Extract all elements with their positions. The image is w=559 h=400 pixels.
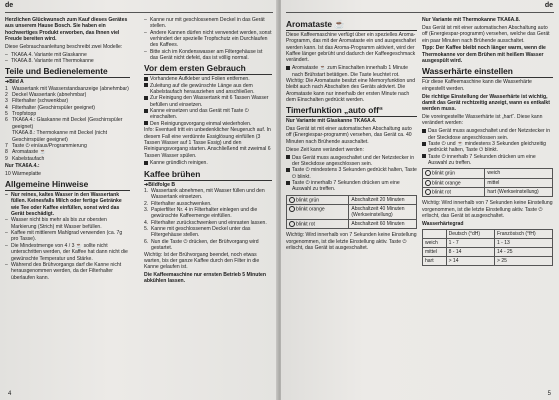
brew-step: 6. Nun die Taste ⏻ drücken, der Brühvorgang wird gestartet.: [144, 238, 259, 252]
gebrauch-step: Zur Reinigung den Wassertank mit 6 Tassen Wasser befüllen und einsetzen.: [144, 95, 272, 108]
wichtig-note: Wichtig: Ist der Brühvorgang beendet, noch etwas warten, bis der ganze Kaffee durch den Filter in die Kanne gelaufen ist.: [144, 251, 260, 271]
nur-glaskanne-label: Nur Variante mit Glaskanne TKA6A.4.: [286, 118, 377, 125]
nur-glaskanne-label: Nur TKA6A.4.:: [5, 162, 40, 169]
intro-congrats: Herzlichen Glückwunsch zum Kauf dieses Gerätes aus unserem Hause Bosch. Sie haben ein hochwertiges Produkt erworben, das Ihnen viel Freude bereiten wird.: [5, 17, 128, 43]
table-row: blinkt grün weich: [423, 169, 553, 178]
hinweis-item: – Andere Kannen dürfen nicht verwendet werden, sonst verhindert der spezielle Tropfschutz ein Durchlaufen des Kaffees.: [144, 29, 272, 49]
haerte-important: Die richtige Einstellung der Wasserhärte ist wichtig, damit das Gerät rechtzeitig anzeigt, wann es entkalkt werden muss.: [422, 93, 550, 113]
timer-step: Taste ⏻ mindestens 3 Sekunden gedrückt halten, Taste ⏻ blinkt.: [286, 167, 417, 180]
part-item: 7 Taste ⏻ ein/aus/Programmierung: [5, 142, 87, 149]
timer-wichtig: Wichtig: Wird innerhalb von 7 Sekunden keine Einstellung vorgenommen, ist die letzte Einstellung aktiv. Taste ⏻ erlischt, das Gerät ist ausgeschaltet.: [286, 232, 417, 251]
brew-step: 5. Kanne mit geschlossenem Deckel unter das Filtergehäuse stellen.: [144, 226, 251, 239]
right-page: [281, 0, 559, 400]
table-row: blinkt rot Abschaltzeit 60 Minuten: [287, 219, 417, 228]
gebrauch-step: Zuleitung auf die gewünschte Länge aus dem Kabelstaufach herausziehen und anschließen.: [144, 83, 272, 96]
gebrauch-step: Den Reinigungsvorgang einmal wiederholen.: [144, 121, 272, 127]
timer-step: Das Gerät muss ausgeschaltet und der Netzstecker in der Steckdose angeschlossen sein.: [286, 155, 417, 168]
tipp-note: Tipp: Der Kaffee bleibt noch länger warm, wenn die Thermokanne vor dem Brühen mit heißem Wasser ausgespült wird.: [422, 45, 546, 65]
kaffee-section-title: Kaffee brühen: [144, 170, 272, 181]
haerte-section-title: Wasserhärte einstellen: [422, 67, 553, 78]
brew-step: 1. Wassertank abnehmen, mit Wasser füllen und den Wassertank einsetzen.: [144, 188, 265, 201]
right-column-2: [422, 17, 553, 269]
right-page-number: 5: [547, 391, 551, 397]
timer-text: Das Gerät ist mit einer automatischen Abschaltung auto off (Energiespar-programm) versehen, das Gerät ca. 40 Minuten nach Brühende ausschaltet.: [286, 126, 412, 145]
part-item: 1 Wassertank mit Wasserstandsanzeige (abnehmbar): [5, 85, 129, 92]
aroma-wichtig: Wichtig: Die Aromataste besitzt eine Memoryfunktion und bleibt auch nach Abschalten des Geräts aktiviert. Die Aromataste kann nur innerhalb der ersten Minute nach dem Einschalten gedrückt werden.: [286, 77, 416, 103]
part-item: 5 Tropfstopp: [5, 111, 37, 118]
part-item: 6 TKA6A.4.: Glaskanne mit Deckel (Geschirrspüler geeignet): [5, 117, 123, 130]
table-header-row: Deutsch (°dH) Französisch (°fH): [423, 230, 553, 239]
model-item: – TKA6A.4. Variante mit Glaskanne: [5, 51, 87, 58]
left-column-2: [144, 17, 272, 286]
right-header-rule: [286, 12, 554, 13]
intro-text: Diese Gebrauchsanleitung beschreibt zwei Modelle:: [5, 43, 123, 50]
haerte-setting-table: [422, 168, 553, 197]
info-note: Info: Eventuell tritt ein unbedenklicher Neugeruch auf. In diesem Fall eine verdünnte Essiglösung einfüllen (3 Tassen Wasser auf 1 Tasse Essig) und den Reinigungsvorgang starten. Anschließend mit zweimal 6 Tassen Wasser spülen.: [144, 127, 271, 159]
table-row: blinkt orange mittel: [423, 178, 553, 187]
brew-step: 4. Filterhalter zurückschwenken und einrasten lassen.: [144, 219, 267, 226]
hinweis-item: – Bitte sich im Kondenswasser am Filtergehäuse ist das Gerät nicht defekt, das ist völlig normal.: [144, 48, 263, 62]
aroma-step: Aromataste ☕ zum Einschalten innerhalb 1 Minute nach Brühstart betätigen. Die Taste leuchtet rot.: [286, 65, 417, 78]
right-header: [281, 0, 559, 12]
part-item: 3 Filterhalter (schwenkbar): [5, 98, 69, 105]
haerte-text: Für diese Kaffeemaschine kann die Wasserhärte eingestellt werden.: [422, 79, 532, 92]
timer-change-text: Diese Zeit kann verändert werden:: [286, 146, 364, 153]
part-item: 9 Kabelstaufach: [5, 155, 45, 162]
part-item: 4 Filterhalter (Geschirrspüler geeignet): [5, 104, 95, 111]
timer-section-title: Timerfunktion „auto off“: [286, 106, 417, 117]
haerte-step: Das Gerät muss ausgeschaltet und der Netzstecker in der Steckdose angeschlossen sein.: [422, 128, 553, 141]
bild-a-reference: ➔Bild A: [5, 79, 24, 86]
table-row: blinkt rot hart (Werkseinstellung): [423, 188, 553, 197]
nur-thermokanne-label: Nur Variante mit Thermokanne TKA6A.8.: [422, 17, 520, 23]
aroma-section-title: Aromataste ☕: [286, 20, 417, 31]
hinweise-section-title: Allgemeine Hinweise: [5, 180, 130, 191]
gebrauch-section-title: Vor dem ersten Gebrauch: [144, 64, 272, 75]
right-column-1: [286, 17, 417, 253]
thermo-text: Das Gerät ist mit einer automatischen Abschaltung auto off (Energiespar-programm) versehen, welche das Gerät ein paar Minuten nach Brühende ausschaltet.: [422, 24, 550, 44]
gebrauch-step: Vorhandene Aufkleber und Folien entfernen.: [144, 76, 272, 82]
left-language-label: de: [5, 2, 14, 9]
table-row: mittel 8 - 14 14 - 25: [423, 248, 553, 257]
hinweis-item: – Während des Brühvorgangs darf die Kanne nicht herausgenommen werden, da der Filterhalter überlaufen kann.: [5, 261, 122, 281]
hinweis-item: – Nur reines, kaltes Wasser in den Wassertank füllen. Keinesfalls Milch oder fertige Getränke wie Tee oder Kaffee einfüllen, sonst wird das Gerät beschädigt.: [5, 192, 122, 218]
part-item: 2 Deckel Wassertank (abnehmbar): [5, 92, 87, 99]
left-column-1: [5, 17, 130, 281]
aroma-text: Diese Kaffeemaschine verfügt über ein spezielles Aroma-Programm, das mit der Aromataste ein und ausgeschaltet werden kann. Ist das Aroma-Programm aktiviert, wird der Kaffee länger gebrüht und dadurch der Kaffeegeschmack verändert.: [286, 32, 416, 64]
brew-step: 3. Papierfilter Nr. 4 in Filterhalter einlegen und die gewünschte Kaffeemenge einfüllen.: [144, 207, 258, 220]
hinweis-item: – Kanne nur mit geschlossenem Deckel in das Gerät stellen.: [144, 17, 265, 30]
table-row: blinkt grün Abschaltzeit 20 Minuten: [287, 195, 417, 204]
timer-table: [286, 195, 417, 230]
brew-step: 2. Filterhalter ausschwenken.: [144, 200, 212, 207]
hinweis-item: – Die Mindestmenge von 4 / 3 ☕ sollte nicht unterschritten werden, der Kaffee hat dann nicht die gewünschte Temperatur und Stärke.: [5, 242, 128, 262]
table-row: blinkt orange Abschaltzeit 40 Minuten (Werkseinstellung): [287, 204, 417, 219]
left-header-rule: [5, 12, 273, 13]
haerte-wichtig: Wichtig: Wird innerhalb von 7 Sekunden keine Einstellung vorgenommen, ist die letzte Einstellung aktiv. Taste ⏻ erlischt, das Gerät ist ausgeschaltet.: [422, 200, 553, 220]
hardness-table: [422, 229, 553, 266]
hinweis-item: – Kaffee mit mittlerem Mahlgrad verwenden (ca. 7g pro Tasse).: [5, 230, 123, 243]
timer-step: Taste ⏻ innerhalb 7 Sekunden drücken um eine Auswahl zu treffen.: [286, 180, 417, 193]
table-row: hart > 14 > 25: [423, 257, 553, 266]
haertegrad-label: Wasserhärtegrad: [422, 220, 464, 227]
waermeplatte-item: 10 Wärmeplatte: [5, 170, 41, 177]
right-language-label: de: [544, 2, 553, 9]
part-item: 8 Aromataste ☕: [5, 149, 46, 156]
haerte-step: Taste ⏻ innerhalb 7 Sekunden drücken um eine Auswahl zu treffen.: [422, 154, 553, 167]
haerte-step: Taste ⏻ und ☕ mindestens 3 Sekunden gleichzeitig gedrückt halten, Taste ⏻ blinkt.: [422, 141, 553, 154]
model-item: – TKA6A.8. Variante mit Thermokanne: [5, 58, 94, 65]
left-header: [0, 0, 278, 12]
bildfolge-b-reference: ➔Bildfolge B: [144, 181, 176, 188]
hinweis-item: – Wasser nicht bis mehr als bis zur obersten Markierung (Strich) mit Wasser befüllen.: [5, 217, 107, 230]
abkuehlen-note: Die Kaffeemaschine nur ernsten Betrieb 5 Minuten abkühlen lassen.: [144, 272, 266, 285]
left-page-number: 4: [8, 391, 12, 397]
left-page: [0, 0, 278, 400]
part-item: TKA6A.8.: Thermokanne mit Deckel (nicht Geschirrspüler geeignet): [12, 130, 108, 143]
haerte-default: Die voreingestellte Wasserhärte ist „hart“. Diese kann verändert werden:: [422, 114, 543, 127]
gebrauch-step: Kanne gründlich reinigen.: [144, 160, 272, 166]
gebrauch-step: Kanne einsetzen und das Gerät mit Taste ⏻ einschalten.: [144, 108, 272, 121]
table-row: weich 1 - 7 1 - 13: [423, 239, 553, 248]
parts-section-title: Teile und Bedienelemente: [5, 67, 130, 78]
